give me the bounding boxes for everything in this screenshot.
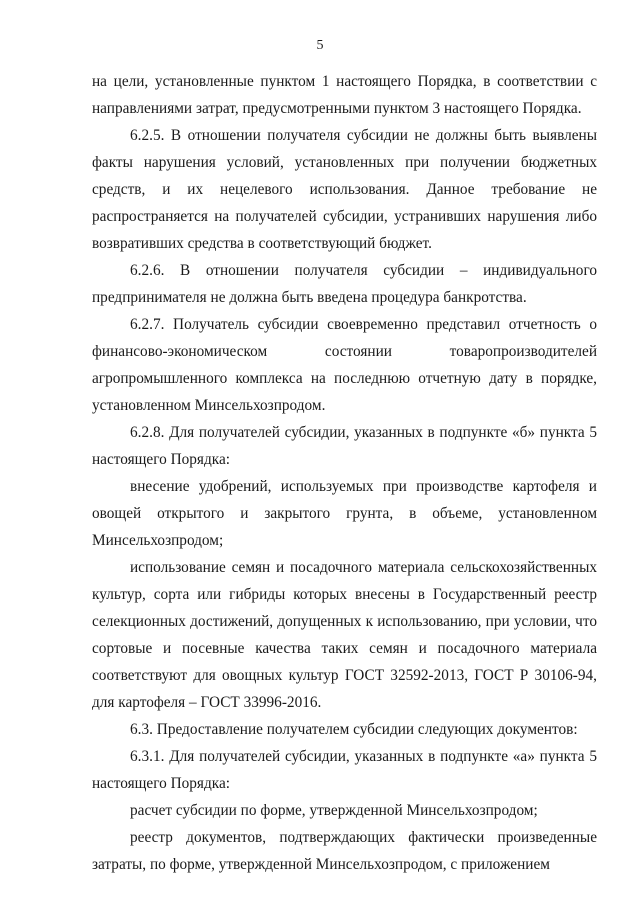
paragraph-seeds: использование семян и посадочного материала сельскохозяйственных культур, сорта или гибриды которых внесены в Государственный реестр селекционных достижений, допущенных к использованию, при условии, что сортовые и посевные качества таких семян и посадочного материала соответствуют для овощных культур ГОСТ 32592-2013, ГОСТ Р 30106-94, для картофеля – ГОСТ 33996-2016. — [92, 559, 597, 711]
page-number: 5 — [316, 38, 324, 53]
paragraph-continuation: на цели, установленные пунктом 1 настоящего Порядка, в соответствии с направлениями затрат, предусмотренными пунктом 3 настоящего Порядка. — [92, 73, 597, 117]
paragraph-registry: реестр документов, подтверждающих фактически произведенные затраты, по форме, утвержденной Минсельхозпродом, с приложением — [92, 829, 597, 873]
paragraph-6-2-5: 6.2.5. В отношении получателя субсидии не должны быть выявлены факты нарушения условий, установленных при получении бюджетных средств, и их нецелевого использования. Данное требование не распространяется на получателей субсидии, устранивших нарушения либо возвративших средства в соответствующий бюджет. — [92, 127, 597, 252]
paragraph-fertilizers: внесение удобрений, используемых при производстве картофеля и овощей открытого и закрытого грунта, в объеме, установленном Минсельхозпродом; — [92, 478, 597, 549]
paragraph-6-3: 6.3. Предоставление получателем субсидии следующих документов: — [130, 721, 578, 738]
paragraph-6-2-8: 6.2.8. Для получателей субсидии, указанных в подпункте «б» пункта 5 настоящего Порядка: — [92, 424, 597, 468]
paragraph-6-2-6: 6.2.6. В отношении получателя субсидии – индивидуального предпринимателя не должна быть введена процедура банкротства. — [92, 262, 597, 306]
paragraph-6-3-1: 6.3.1. Для получателей субсидии, указанных в подпункте «а» пункта 5 настоящего Порядка: — [92, 748, 597, 792]
paragraph-6-2-7: 6.2.7. Получатель субсидии своевременно представил отчетность о финансово-экономическом состоянии товаропроизводителей агропромышленного комплекса на последнюю отчетную дату в порядке, установленном Минсельхозпродом. — [92, 316, 597, 414]
paragraph-subsidy-calc: расчет субсидии по форме, утвержденной Минсельхозпродом; — [130, 802, 538, 819]
document-body — [92, 68, 597, 878]
